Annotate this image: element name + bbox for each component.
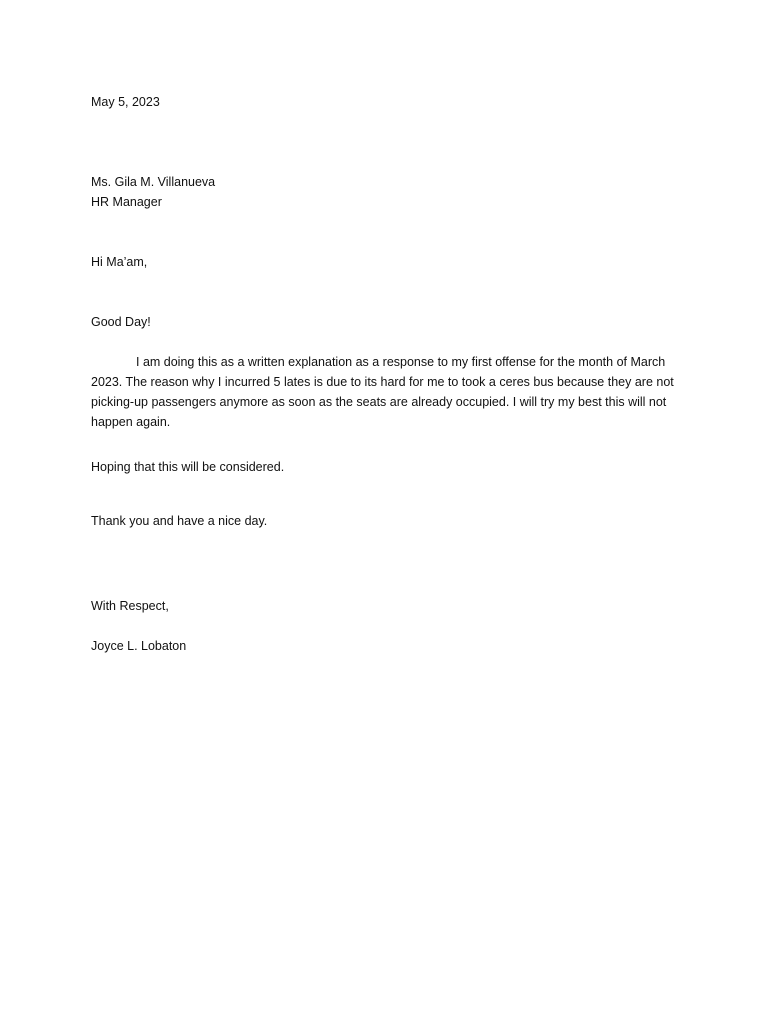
- recipient-title: HR Manager: [91, 195, 162, 209]
- body-text: I am doing this as a written explanation as a response to my first offense for the month of March 2023. The reason why I incurred 5 lates is due to its hard for me to took a ceres bus because they are not picking-up passengers anymore as soon as the seats are already occupied. I will try my best this will not happen again.: [91, 355, 674, 429]
- thanks-line: Thank you and have a nice day.: [91, 514, 268, 528]
- recipient-name: Ms. Gila M. Villanueva: [91, 175, 216, 189]
- greeting: Good Day!: [91, 315, 151, 329]
- body-paragraph: [91, 352, 681, 432]
- signature-name: Joyce L. Lobaton: [91, 639, 187, 653]
- closing: With Respect,: [91, 599, 169, 613]
- letter-date: May 5, 2023: [91, 95, 160, 109]
- salutation: Hi Ma’am,: [91, 255, 148, 269]
- hope-line: Hoping that this will be considered.: [91, 460, 285, 474]
